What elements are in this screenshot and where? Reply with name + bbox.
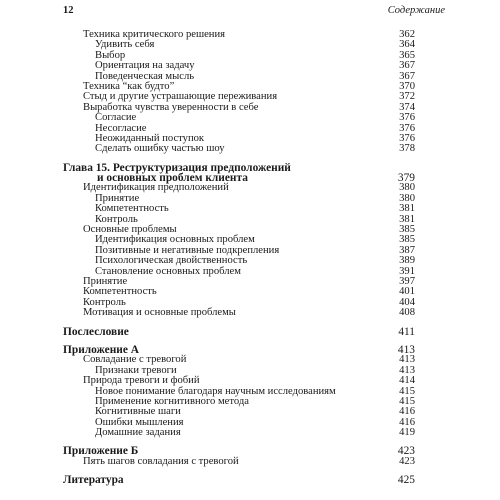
toc-entry — [63, 61, 415, 71]
toc-entry-title: Сделать ошибку частью шоу — [95, 143, 225, 155]
toc-entry-title: Совладание с тревогой — [83, 354, 187, 366]
toc-entry-page: 376 — [399, 132, 415, 144]
toc-entry-title: Контроль — [83, 296, 126, 308]
toc-entry-page: 378 — [399, 143, 415, 155]
toc-entry-title: Техника критического решения — [83, 29, 226, 40]
toc-entry-title: Удивить себя — [95, 39, 155, 51]
toc-entry — [63, 144, 415, 154]
toc-entry-page: 423 — [397, 445, 415, 458]
toc-entry-page: 404 — [399, 296, 415, 308]
toc-entry-page: 379 — [397, 172, 415, 185]
toc-entry-title: Контроль — [95, 213, 138, 225]
toc-entry-title: Пять шагов совладания с тревогой — [83, 455, 239, 467]
toc-entry-title: Идентификация основных проблем — [95, 234, 255, 246]
toc-entry-title: Компетентность — [83, 286, 157, 298]
toc-entry-page: 397 — [399, 275, 415, 287]
toc-entry — [63, 327, 415, 337]
toc-entry-title: Ошибки мышления — [95, 416, 184, 428]
toc-entry-page: 381 — [399, 213, 415, 225]
toc-entry-page: 385 — [399, 224, 415, 236]
toc-entry-page: 408 — [399, 307, 415, 319]
toc-entry — [63, 428, 415, 438]
toc-entry-page: 372 — [399, 91, 415, 103]
table-of-contents — [63, 30, 415, 486]
toc-entry-page: 387 — [399, 244, 415, 256]
toc-entry-title: Принятие — [95, 192, 140, 204]
toc-entry-page: 413 — [399, 354, 415, 366]
toc-entry-page: 376 — [399, 122, 415, 134]
toc-entry-page: 367 — [399, 70, 415, 82]
toc-entry-page: 364 — [399, 39, 415, 51]
toc-entry-title: Позитивные и негативные подкрепления — [95, 244, 280, 256]
toc-entry-title: Становление основных проблем — [95, 265, 241, 277]
toc-entry-title: Согласие — [95, 112, 137, 124]
toc-entry — [63, 113, 415, 123]
toc-entry-title: Поведенческая мысль — [95, 70, 195, 82]
toc-entry-title: и основных проблем клиента — [97, 172, 248, 185]
toc-entry-title: Выработка чувства уверенности в себе — [83, 101, 259, 113]
toc-entry-page: 367 — [399, 60, 415, 72]
toc-entry-page: 415 — [399, 395, 415, 407]
toc-entry-title: Основные проблемы — [83, 224, 177, 236]
toc-entry-title: Послесловие — [63, 325, 129, 338]
toc-entry-page: 380 — [399, 182, 415, 194]
toc-entry-title: Приложение Б — [63, 445, 139, 458]
toc-entry-page: 425 — [397, 474, 415, 487]
toc-entry-page: 362 — [399, 29, 415, 40]
toc-entry-page: 411 — [398, 325, 415, 338]
toc-entry-title: Стыд и другие устрашающие переживания — [83, 91, 278, 103]
toc-entry-page: 380 — [399, 192, 415, 204]
toc-entry-page: 401 — [399, 286, 415, 298]
toc-entry-page: 419 — [399, 427, 415, 439]
toc-entry-title: Принятие — [83, 275, 128, 287]
toc-entry-title: Глава 15. Реструктуризация предположений — [63, 161, 291, 174]
toc-entry-title: Новое понимание благодаря научным исследованиям — [95, 385, 336, 397]
page-number: 12 — [63, 5, 74, 16]
toc-entry-page: 423 — [399, 455, 415, 467]
toc-entry-title: Применение когнитивного метода — [95, 395, 249, 407]
toc-entry-title: Признаки тревоги — [95, 364, 177, 376]
toc-entry-page: 416 — [399, 406, 415, 418]
toc-entry — [63, 457, 415, 467]
toc-entry-title: Техника “как будто” — [83, 80, 175, 92]
toc-entry-title: Домашние задания — [95, 427, 181, 439]
toc-entry-page: 370 — [399, 80, 415, 92]
toc-entry-title: Несогласие — [95, 122, 147, 134]
toc-entry-page: 416 — [399, 416, 415, 428]
toc-entry-title: Природа тревоги и фобий — [83, 375, 200, 387]
toc-entry-page: 391 — [399, 265, 415, 277]
toc-entry-page: 376 — [399, 112, 415, 124]
toc-entry-title: Неожиданный поступок — [95, 132, 205, 144]
toc-entry-title: Ориентация на задачу — [95, 60, 195, 72]
toc-entry-page: 415 — [399, 385, 415, 397]
toc-entry-title: Когнитивные шаги — [95, 406, 181, 418]
running-header: Содержание — [387, 5, 445, 16]
toc-entry-page: 413 — [399, 364, 415, 376]
toc-entry — [63, 376, 415, 386]
toc-entry-page: 365 — [399, 49, 415, 61]
toc-entry-page: 385 — [399, 234, 415, 246]
toc-entry-page: 413 — [397, 343, 415, 356]
toc-entry-page: 374 — [399, 101, 415, 113]
toc-entry — [63, 475, 415, 485]
toc-entry — [63, 308, 415, 318]
toc-entry-page: 389 — [399, 255, 415, 267]
toc-entry-title: Литература — [63, 474, 124, 487]
toc-entry-title: Идентификация предположений — [83, 182, 229, 194]
toc-entry-title: Психологическая двойственность — [95, 255, 248, 267]
toc-entry-page: 414 — [399, 375, 415, 387]
toc-entry-title: Выбор — [95, 49, 126, 61]
toc-entry-title: Мотивация и основные проблемы — [83, 307, 236, 319]
toc-entry-title: Компетентность — [95, 203, 169, 215]
toc-entry-title: Приложение А — [63, 343, 139, 356]
toc-entry-page: 381 — [399, 203, 415, 215]
